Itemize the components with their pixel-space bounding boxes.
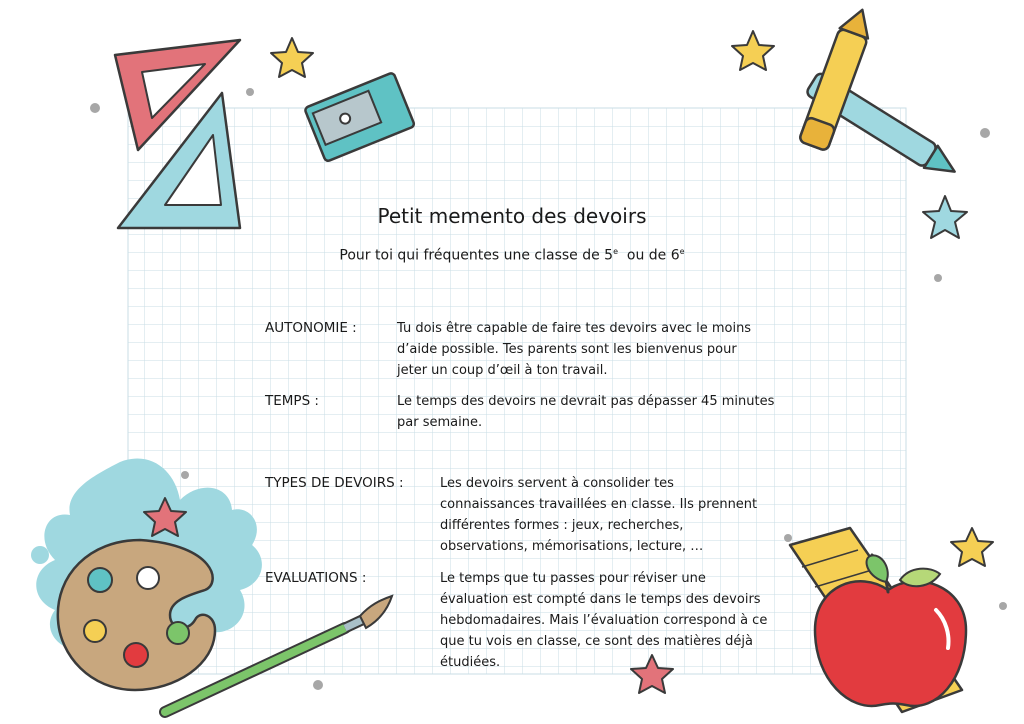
star-yellow-icon bbox=[951, 528, 993, 566]
definition-line: connaissances travaillées en classe. Ils prennent bbox=[440, 497, 758, 512]
term-evaluations: EVALUATIONS : bbox=[265, 570, 367, 586]
definition-line: Le temps des devoirs ne devrait pas dépasser 45 minutes bbox=[397, 394, 775, 409]
definition-line: Tu dois être capable de faire tes devoirs avec le moins bbox=[397, 321, 752, 336]
term-types-de-devoirs: TYPES DE DEVOIRS : bbox=[265, 475, 404, 491]
definition-line: hebdomadaires. Mais l’évaluation correspond à ce bbox=[440, 613, 768, 628]
term-autonomie: AUTONOMIE : bbox=[265, 320, 357, 336]
star-yellow-icon bbox=[271, 38, 313, 77]
subtitle-sup-1: e bbox=[613, 247, 618, 256]
definition-line: différentes formes : jeux, recherches, bbox=[440, 518, 684, 533]
definition-line: par semaine. bbox=[397, 415, 483, 430]
definition-evaluations bbox=[440, 568, 767, 673]
definition-line: observations, mémorisations, lecture, … bbox=[440, 539, 704, 554]
definition-line: jeter un coup d’œil à ton travail. bbox=[397, 363, 608, 378]
splash-drop bbox=[31, 546, 49, 564]
subtitle-sup-2: e bbox=[679, 247, 685, 256]
definition-line: étudiées. bbox=[440, 655, 501, 670]
definition-line: que tu vois en classe, ce sont des matières déjà bbox=[440, 634, 753, 649]
definition-line: Les devoirs servent à consolider tes bbox=[440, 476, 674, 491]
subtitle-middle: ou de 6 bbox=[618, 247, 680, 264]
definition-autonomie bbox=[397, 318, 751, 381]
definition-line: d’aide possible. Tes parents sont les bienvenus pour bbox=[397, 342, 737, 357]
definition-line: évaluation est compté dans le temps des devoirs bbox=[440, 592, 761, 607]
subtitle-prefix: Pour toi qui fréquentes une classe de 5 bbox=[339, 247, 614, 264]
definition-types-de-devoirs bbox=[440, 473, 757, 557]
star-yellow-icon bbox=[732, 31, 774, 70]
page-subtitle bbox=[0, 247, 1024, 264]
page-title: Petit memento des devoirs bbox=[377, 204, 647, 228]
definition-line: Le temps que tu passes pour réviser une bbox=[440, 571, 706, 586]
term-temps: TEMPS : bbox=[265, 393, 319, 409]
definition-temps bbox=[397, 391, 774, 433]
